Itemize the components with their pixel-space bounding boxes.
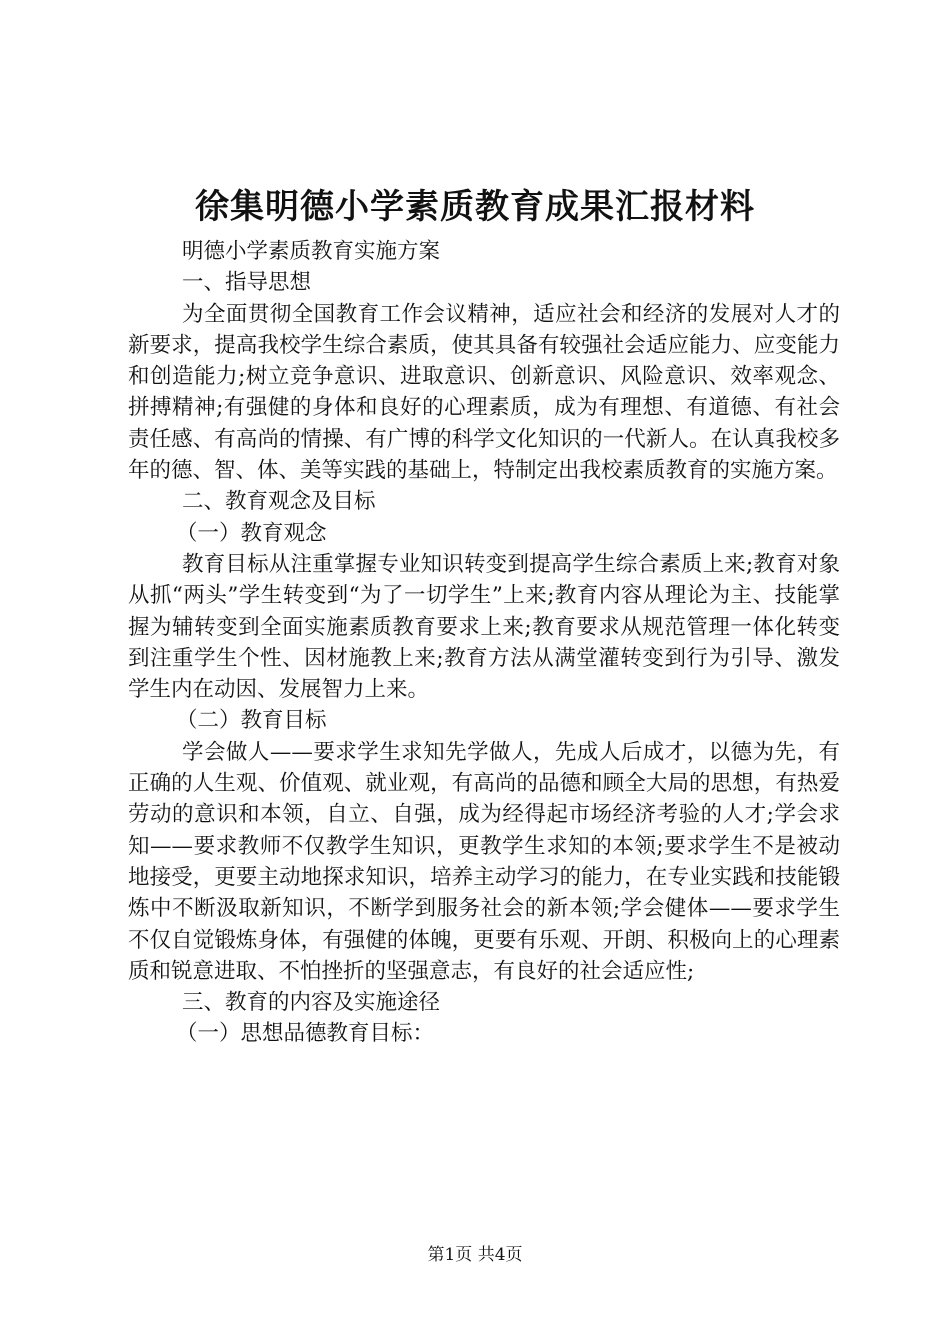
subsection-heading-education-concept: （一）教育观念 bbox=[176, 520, 327, 546]
document-body bbox=[128, 236, 840, 1050]
section-heading-guiding-ideology: 一、指导思想 bbox=[182, 270, 312, 296]
paragraph-education-goals: 学会做人——要求学生求知先学做人，先成人后成才，以德为先，有正确的人生观、价值观、就业观，有高尚的品德和顾全大局的思想，有热爱劳动的意识和本领，自立、自强，成为经得起市场经济考验的人才;学会求知——要求教师不仅教学生知识，更教学生求知的本领;要求学生不是被动地接受，更要主动地探求知识，培养主动学习的能力，在专业实践和技能锻炼中不断汲取新知识，不断学到服务社会的新本领;学会健体——要求学生不仅自觉锻炼身体，有强健的体魄，更要有乐观、开朗、积极向上的心理素质和锐意进取、不怕挫折的坚强意志，有良好的社会适应性; bbox=[128, 739, 840, 984]
section-heading-content-approach: 三、教育的内容及实施途径 bbox=[182, 990, 441, 1016]
section-heading-concepts-goals: 二、教育观念及目标 bbox=[182, 489, 376, 515]
subsection-heading-moral-education: （一）思想品德教育目标： bbox=[176, 1021, 435, 1047]
page-footer: 第1页 共4页 bbox=[427, 1245, 523, 1265]
plan-heading: 明德小学素质教育实施方案 bbox=[182, 239, 441, 264]
paragraph-education-concept: 教育目标从注重掌握专业知识转变到提高学生综合素质上来;教育对象从抓“两头”学生转变到“为了一切学生”上来;教育内容从理论为主、技能掌握为辅转变到全面实施素质教育要求上来;教育要求从规范管理一体化转变到注重学生个性、因材施教上来;教育方法从满堂灌转变到行为引导、激发学生内在动因、发展智力上来。 bbox=[128, 551, 840, 703]
subsection-heading-education-goals: （二）教育目标 bbox=[176, 708, 327, 734]
document-title: 徐集明德小学素质教育成果汇报材料 bbox=[195, 187, 755, 227]
paragraph-guiding-ideology: 为全面贯彻全国教育工作会议精神，适应社会和经济的发展对人才的新要求，提高我校学生综合素质，使其具备有较强社会适应能力、应变能力和创造能力;树立竞争意识、进取意识、创新意识、风险意识、效率观念、拼搏精神;有强健的身体和良好的心理素质，成为有理想、有道德、有社会责任感、有高尚的情操、有广博的科学文化知识的一代新人。在认真我校多年的德、智、体、美等实践的基础上，特制定出我校素质教育的实施方案。 bbox=[128, 301, 840, 484]
